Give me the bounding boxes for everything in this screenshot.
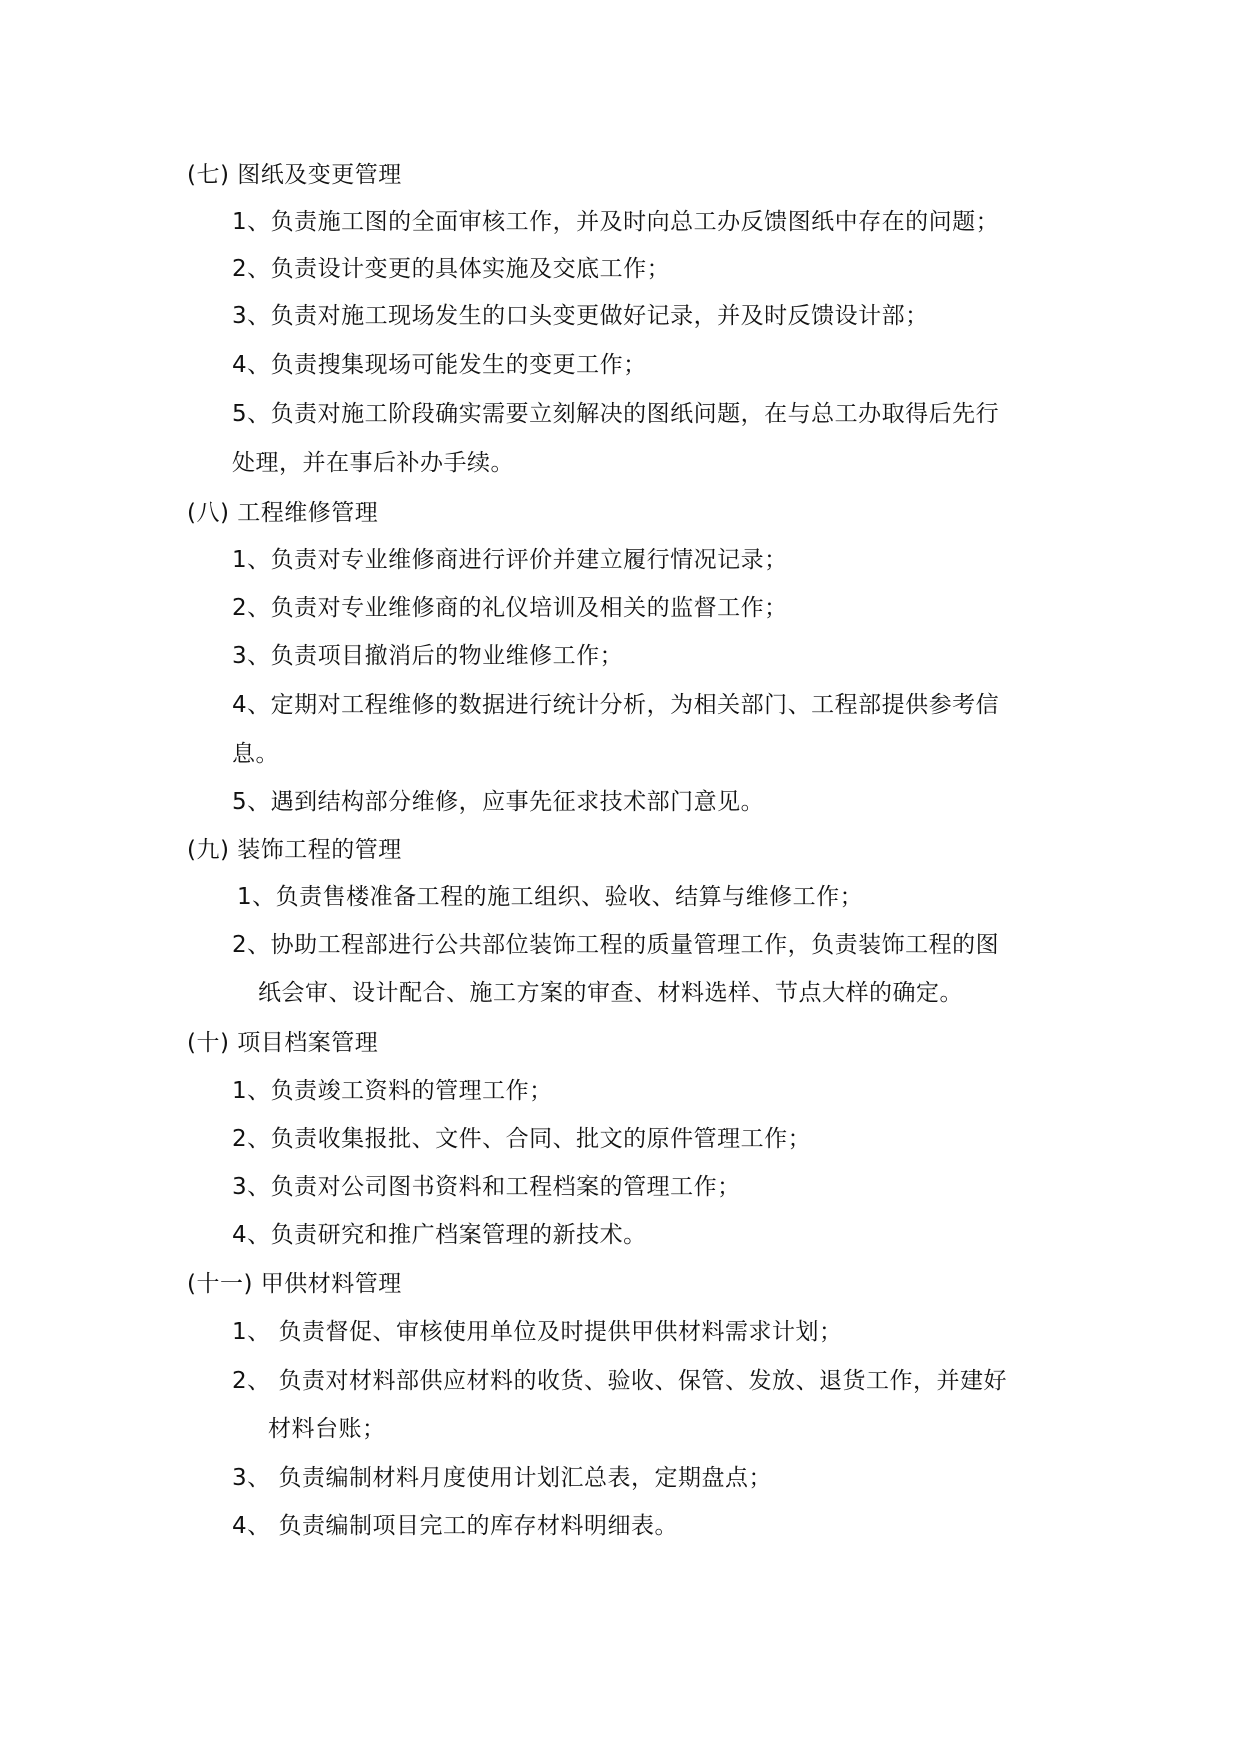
list-item: 3、负责对施工现场发生的口头变更做好记录，并及时反馈设计部；	[232, 303, 929, 329]
list-item: 2、 负责对材料部供应材料的收货、验收、保管、发放、退货工作，并建好	[232, 1368, 1007, 1394]
list-item: 4、负责研究和推广档案管理的新技术。	[232, 1222, 647, 1248]
list-item-continuation: 纸会审、设计配合、施工方案的审查、材料选样、节点大样的确定。	[258, 980, 963, 1006]
list-item: 2、负责对专业维修商的礼仪培训及相关的监督工作；	[232, 595, 788, 621]
list-item: 1、负责售楼准备工程的施工组织、验收、结算与维修工作；	[237, 884, 864, 910]
list-item: 3、负责对公司图书资料和工程档案的管理工作；	[232, 1174, 741, 1200]
list-item: 4、 负责编制项目完工的库存材料明细表。	[232, 1513, 678, 1539]
list-item: 2、协助工程部进行公共部位装饰工程的质量管理工作，负责装饰工程的图	[232, 932, 1000, 958]
section-heading: (七) 图纸及变更管理	[187, 162, 402, 188]
list-item: 1、 负责督促、审核使用单位及时提供甲供材料需求计划；	[232, 1319, 843, 1345]
list-item: 2、负责设计变更的具体实施及交底工作；	[232, 256, 671, 282]
list-item: 4、定期对工程维修的数据进行统计分析，为相关部门、工程部提供参考信	[232, 692, 1000, 718]
list-item: 1、负责对专业维修商进行评价并建立履行情况记录；	[232, 547, 788, 573]
list-item-continuation: 处理，并在事后补办手续。	[232, 450, 514, 476]
list-item: 4、负责搜集现场可能发生的变更工作；	[232, 352, 647, 378]
section-heading: (九) 装饰工程的管理	[187, 837, 402, 863]
list-item: 1、负责施工图的全面审核工作，并及时向总工办反馈图纸中存在的问题；	[232, 209, 1000, 235]
list-item: 2、负责收集报批、文件、合同、批文的原件管理工作；	[232, 1126, 812, 1152]
list-item: 5、负责对施工阶段确实需要立刻解决的图纸问题，在与总工办取得后先行	[232, 401, 1000, 427]
list-item-continuation: 材料台账；	[268, 1416, 386, 1442]
section-heading: (十一) 甲供材料管理	[187, 1271, 402, 1297]
list-item: 1、负责竣工资料的管理工作；	[232, 1078, 553, 1104]
section-heading: (十) 项目档案管理	[187, 1030, 379, 1056]
list-item: 3、负责项目撤消后的物业维修工作；	[232, 643, 624, 669]
section-heading: (八) 工程维修管理	[187, 500, 379, 526]
list-item-continuation: 息。	[232, 741, 279, 767]
list-item: 3、 负责编制材料月度使用计划汇总表，定期盘点；	[232, 1465, 772, 1491]
list-item: 5、遇到结构部分维修，应事先征求技术部门意见。	[232, 789, 765, 815]
